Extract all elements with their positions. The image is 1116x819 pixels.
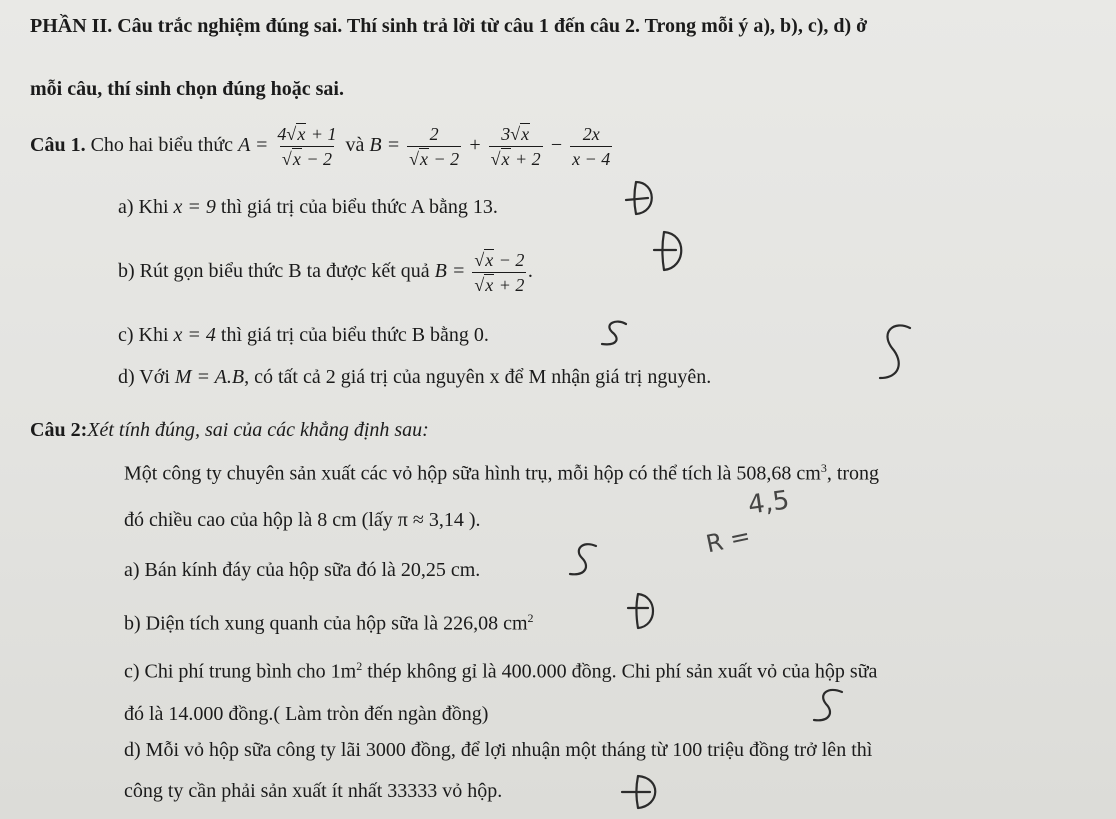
handwritten-true-mark xyxy=(622,178,662,218)
q2-stem xyxy=(30,418,429,442)
q1-and: và xyxy=(345,134,370,156)
q2-label: Câu 2: xyxy=(30,419,88,441)
q2-option-b: b) Diện tích xung quanh của hộp sữa là 226,08 $cm^2$ xyxy=(124,611,534,635)
q2-option-d-line-2: công ty cần phải sản xuất ít nhất 33333 vỏ hộp. xyxy=(124,780,503,802)
formula-b: B = $\frac{2}{√x - 2}$ + $\frac{3√x}{√x + 2}$ − $\frac{2x}{x - 4}$ xyxy=(369,123,611,169)
q1-option-a: a) Khi x = 9 thì giá trị của biểu thức A bằng 13. xyxy=(118,196,498,218)
formula-b-result: B = $\frac{√x - 2}{√x + 2}$ . xyxy=(434,249,534,295)
part-heading-line xyxy=(30,14,867,38)
q2-paragraph-2: đó chiều cao của hộp là 8 cm (lấy π ≈ 3,14 ). xyxy=(124,509,481,531)
q2-option-c-line-2: đó là 14.000 đồng.( Làm tròn đến ngàn đồng) xyxy=(124,703,489,725)
q1-option-c: c) Khi x = 4 thì giá trị của biểu thức B bằng 0. xyxy=(118,324,489,346)
handwritten-true-mark xyxy=(620,772,666,812)
handwritten-true-mark xyxy=(626,590,660,632)
formula-a: A = $\frac{4√x + 1}{√x - 2}$ xyxy=(238,123,337,169)
handwritten-false-mark xyxy=(876,322,916,384)
handwritten-true-mark xyxy=(652,228,692,274)
handwritten-note-1: 4,5 xyxy=(746,485,792,521)
q1-stem-text: Cho hai biểu thức xyxy=(85,134,239,156)
handwritten-note-2: R = xyxy=(703,521,753,559)
part-intro-2: mỗi câu, thí sinh chọn đúng hoặc sai. xyxy=(30,78,344,100)
q2-option-c-line-1: c) Chi phí trung bình cho $1m^2$ thép không gỉ là 400.000 đồng. Chi phí sản xuất vỏ của hộp sữa xyxy=(124,659,878,683)
handwritten-false-mark xyxy=(598,318,632,348)
q2-stem-text: Xét tính đúng, sai của các khẳng định sau: xyxy=(87,419,429,441)
part-heading: PHẦN II. Câu trắc nghiệm đúng sai. xyxy=(30,15,343,37)
q2-option-d-line-1: d) Mỗi vỏ hộp sữa công ty lãi 3000 đồng, để lợi nhuận một tháng từ 100 triệu đồng trở lên thì xyxy=(124,739,873,761)
q1-option-b: b) Rút gọn biểu thức B ta được kết quả B = $\frac{√x - 2}{√x + 2}$ . xyxy=(118,249,534,295)
part-intro-1: Thí sinh trả lời từ câu 1 đến câu 2. Trong mỗi ý a), b), c), d) ở xyxy=(342,15,868,37)
handwritten-false-mark xyxy=(568,540,602,580)
q2-paragraph-1: Một công ty chuyên sản xuất các vỏ hộp sữa hình trụ, mỗi hộp có thể tích là 508,68 $cm^3$, trong xyxy=(124,461,880,485)
q1-stem xyxy=(30,122,614,169)
q2-option-a: a) Bán kính đáy của hộp sữa đó là 20,25 cm. xyxy=(124,559,481,581)
q1-option-d: d) Với M = A.B, có tất cả 2 giá trị của nguyên x để M nhận giá trị nguyên. xyxy=(118,366,712,388)
q1-label: Câu 1. xyxy=(30,134,86,156)
handwritten-false-mark xyxy=(810,686,850,726)
